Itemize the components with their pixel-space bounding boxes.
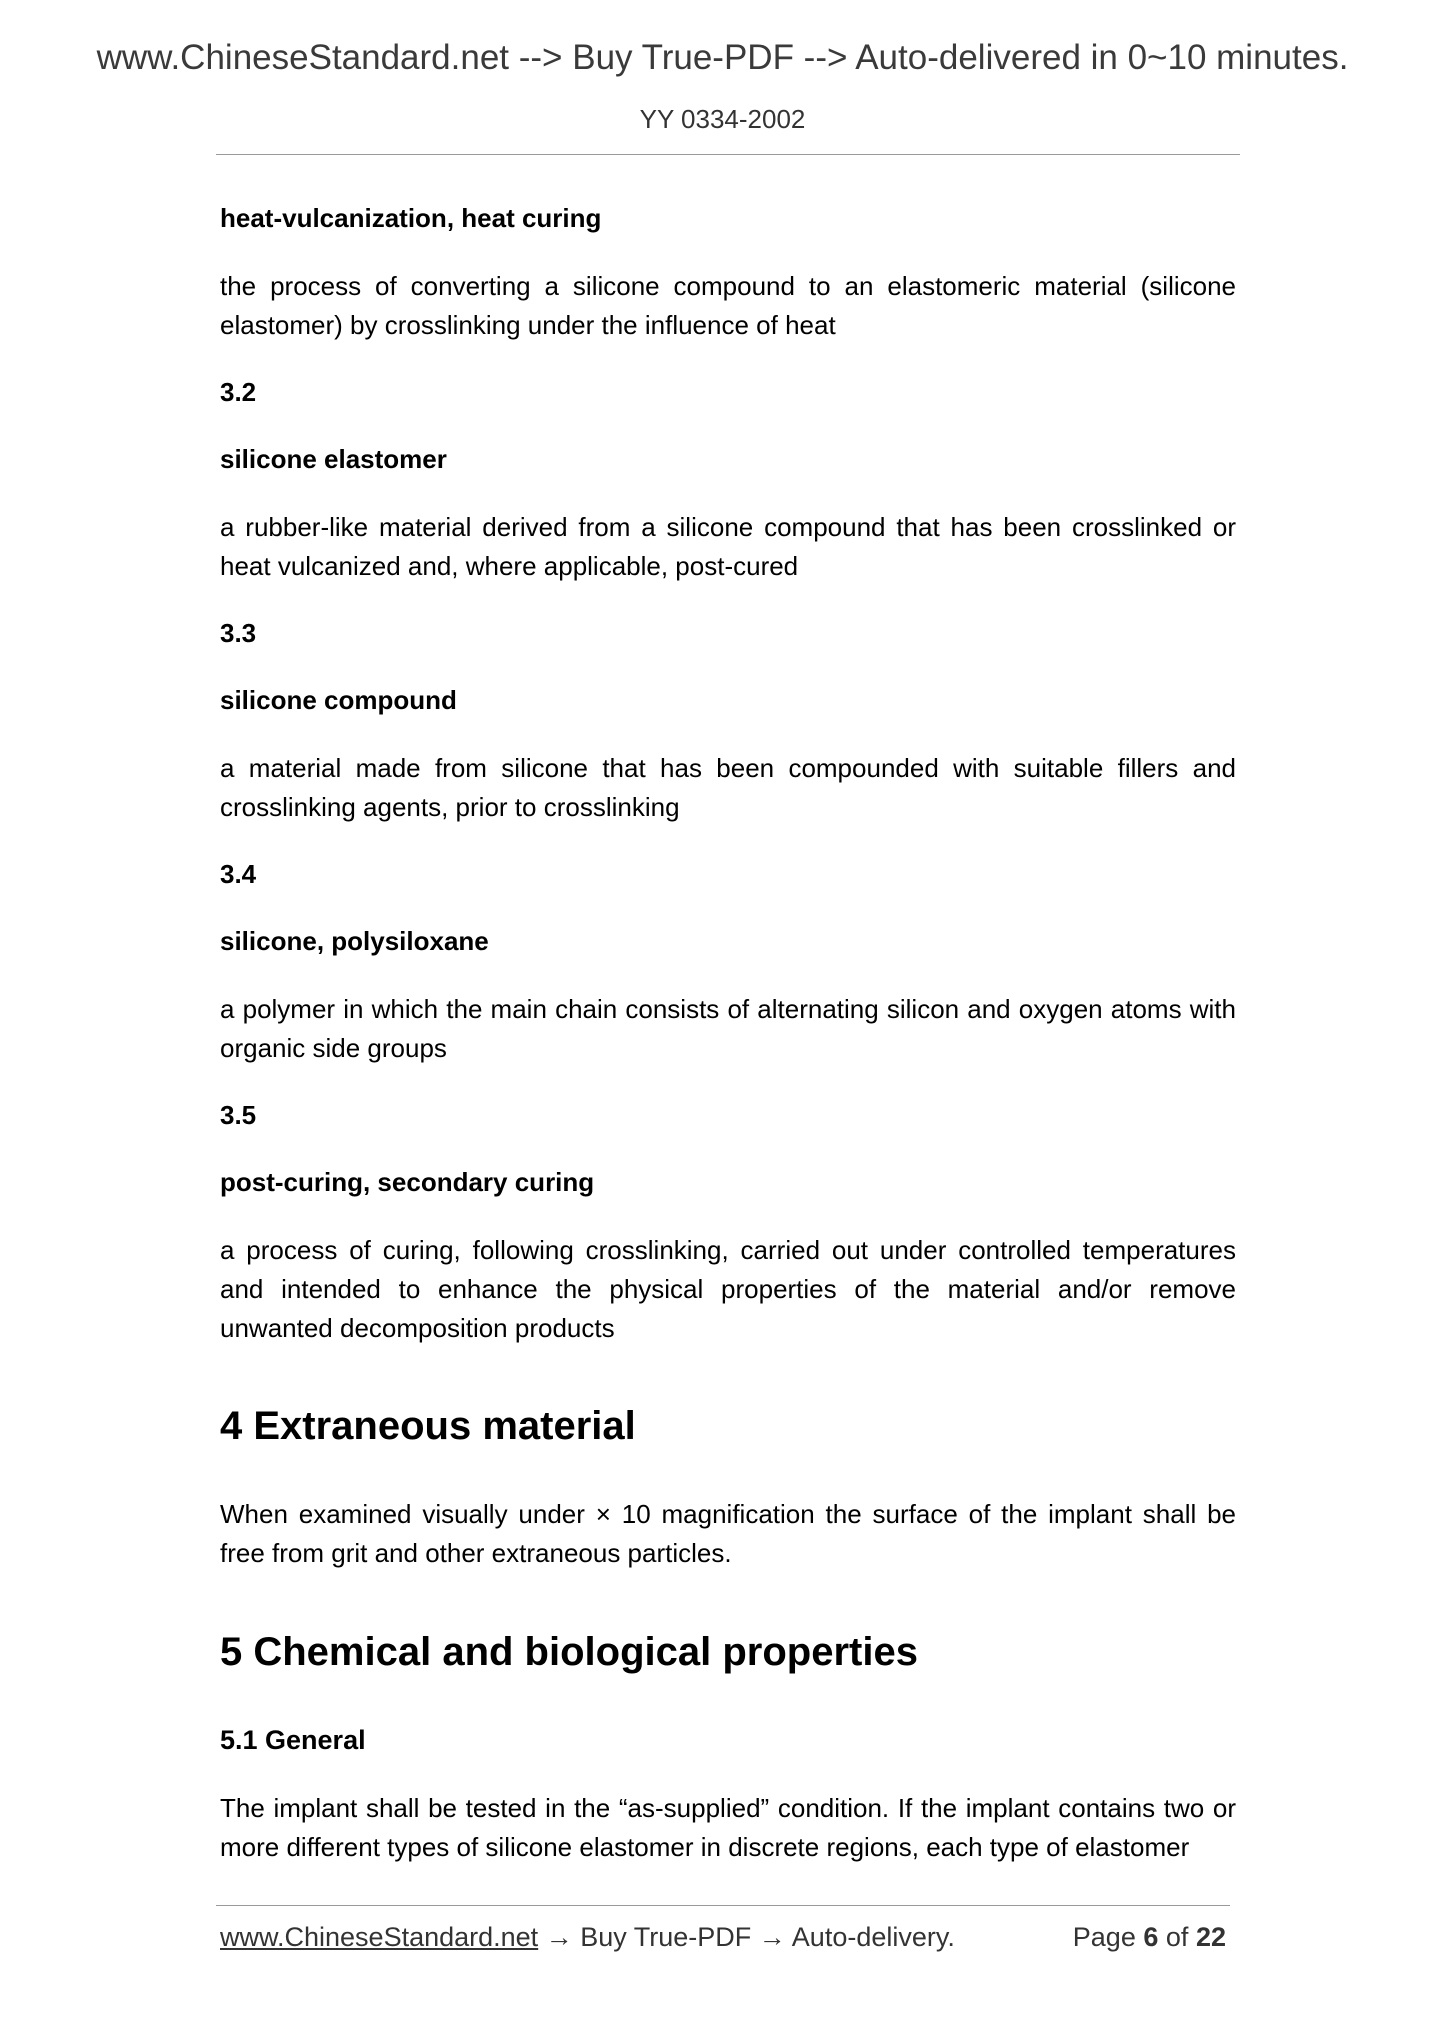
section-heading: 5 Chemical and biological properties	[220, 1630, 918, 1674]
clause-number: 3.2	[220, 377, 257, 407]
of-label: of	[1165, 1922, 1189, 1952]
subsection-heading: 5.1 General	[220, 1725, 366, 1755]
section-paragraph: When examined visually under × 10 magnification the surface of the implant shall be free from grit and other extraneous particles.	[220, 1499, 1236, 1568]
term-heading: silicone, polysiloxane	[220, 926, 489, 956]
clause-number: 3.3	[220, 618, 257, 648]
term-definition: a polymer in which the main chain consists of alternating silicon and oxygen atoms with organic side groups	[220, 994, 1236, 1063]
page-indicator	[1073, 1922, 1226, 1953]
total-pages: 22	[1195, 1922, 1226, 1952]
page-number: 6	[1143, 1922, 1159, 1952]
clause-number: 3.5	[220, 1100, 257, 1130]
term-heading: silicone compound	[220, 685, 457, 715]
footer-auto-text: Auto-delivery.	[791, 1922, 955, 1952]
term-definition: a process of curing, following crosslinking, carried out under controlled temperatures and intended to enhance the physical properties of the material and/or remove unwanted decomposition products	[220, 1235, 1236, 1343]
footer-buy-text: Buy True-PDF	[580, 1922, 752, 1952]
header-divider	[216, 154, 1240, 155]
document-number: YY 0334-2002	[639, 104, 806, 134]
arrow-icon: →	[758, 1922, 786, 1952]
arrow-icon: →	[545, 1922, 573, 1952]
section-heading: 4 Extraneous material	[220, 1404, 636, 1448]
term-definition: the process of converting a silicone compound to an elastomeric material (silicone elastomer) by crosslinking under the influence of heat	[220, 271, 1236, 340]
page-label: Page	[1072, 1922, 1136, 1952]
section-paragraph: The implant shall be tested in the “as-supplied” condition. If the implant contains two or more different types of silicone elastomer in discrete regions, each type of elastomer	[220, 1793, 1236, 1862]
footer-divider	[216, 1905, 1230, 1906]
clause-number: 3.4	[220, 859, 257, 889]
page-footer	[220, 1922, 1226, 1953]
term-heading: post-curing, secondary curing	[220, 1167, 595, 1197]
term-definition: a material made from silicone that has been compounded with suitable fillers and crosslinking agents, prior to crosslinking	[220, 753, 1236, 822]
term-heading: silicone elastomer	[220, 444, 447, 474]
footer-site-link[interactable]: www.ChineseStandard.net	[220, 1922, 539, 1952]
term-heading: heat-vulcanization, heat curing	[220, 203, 602, 233]
term-definition: a rubber-like material derived from a silicone compound that has been crosslinked or heat vulcanized and, where applicable, post-cured	[220, 512, 1236, 581]
header-banner: www.ChineseStandard.net --> Buy True-PDF --> Auto-delivered in 0~10 minutes.	[96, 38, 1349, 77]
